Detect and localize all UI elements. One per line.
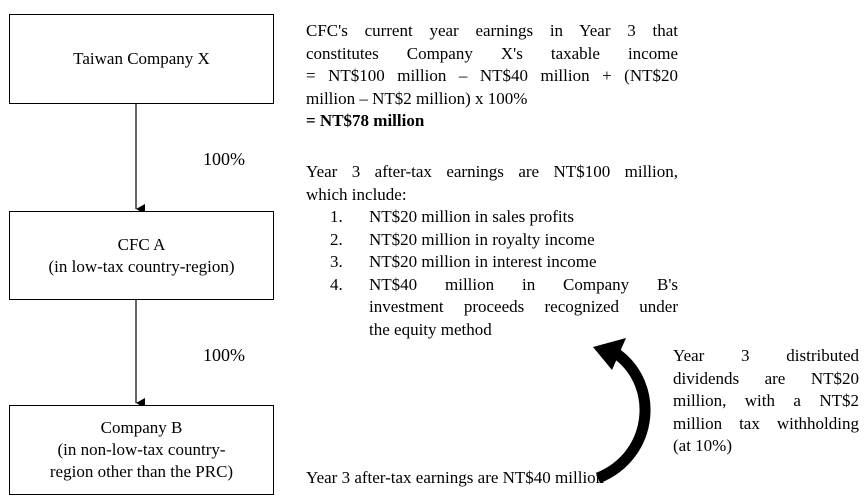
cfc-earnings-line-2: which include:	[306, 184, 407, 204]
calc-line-4: million – NT$2 million) x 100%	[306, 88, 528, 108]
calc-line-1: CFC's current year earnings in Year 3 that	[306, 21, 678, 40]
dividend-flow-arrow	[593, 338, 645, 478]
calc-result: = NT$78 million	[306, 111, 425, 130]
calc-line-2: constitutes Company X's taxable income	[306, 43, 678, 63]
list-item: 1. NT$20 million in sales profits	[330, 207, 574, 226]
company-b-name: Company B	[100, 418, 183, 437]
taiwan-company-x-box	[9, 14, 274, 104]
list-item: 3. NT$20 million in interest income	[330, 252, 597, 271]
dividend-note: Year 3 distributed dividends are NT$20 million, with a NT$2 million tax withholding (at 10%)	[673, 346, 859, 455]
company-b-box	[9, 405, 274, 495]
cfc-a-box	[9, 211, 274, 300]
ownership-a-to-b-label: 100%	[203, 345, 245, 365]
cfc-earnings-line-1: Year 3 after-tax earnings are NT$100 million,	[306, 162, 678, 181]
taxable-income-calculation	[306, 20, 678, 133]
earnings-breakdown-list	[330, 206, 678, 341]
cfc-a-name: CFC A	[117, 234, 166, 254]
list-item: 2. NT$20 million in royalty income	[330, 229, 595, 249]
cfc-earnings-intro	[306, 161, 678, 206]
company-b-location-line2: region other than the PRC)	[49, 462, 234, 481]
cfc-a-location: (in low-tax country-region)	[48, 256, 235, 276]
company-b-location-line1: (in non-low-tax country-	[57, 440, 226, 459]
taiwan-company-x-label: Taiwan Company X	[73, 49, 210, 68]
list-item: 4. NT$40 million in Company B's investment proceeds recognized under the equity method	[330, 274, 678, 339]
company-b-earnings-text: Year 3 after-tax earnings are NT$40 million	[306, 468, 605, 487]
ownership-x-to-a-label: 100%	[203, 149, 245, 169]
calc-line-3: = NT$100 million – NT$40 million + (NT$20	[306, 66, 678, 85]
